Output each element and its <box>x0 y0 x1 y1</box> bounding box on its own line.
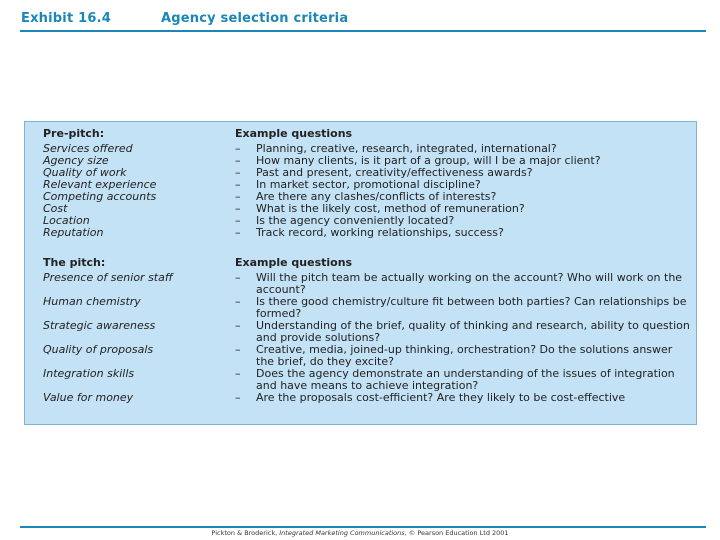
dash: – <box>235 202 241 215</box>
criterion-label: Agency size <box>43 154 109 167</box>
dash: – <box>235 214 241 227</box>
criterion-label: Value for money <box>43 391 134 404</box>
example-question: Understanding of the brief, quality of thinking and research, ability to question and provide solutions? <box>256 319 690 344</box>
example-question: Will the pitch team be actually working on the account? Who will work on the account? <box>256 271 683 296</box>
example-question: Does the agency demonstrate an understanding of the issues of integration and have means to achieve integration? <box>256 367 675 392</box>
criterion-label: Competing accounts <box>43 190 157 203</box>
dash: – <box>235 271 241 284</box>
dash: – <box>235 295 241 308</box>
example-question: What is the likely cost, method of remuneration? <box>256 202 525 215</box>
criterion-label: Location <box>43 214 90 227</box>
dash: – <box>235 178 241 191</box>
exhibit-title <box>21 11 348 26</box>
criterion-label: Services offered <box>43 142 133 155</box>
dash: – <box>235 154 241 167</box>
criterion-row <box>43 392 693 404</box>
example-question: Planning, creative, research, integrated, international? <box>256 142 557 155</box>
dash: – <box>235 166 241 179</box>
section-header <box>43 128 693 140</box>
bottom-divider <box>20 526 706 528</box>
dash: – <box>235 142 241 155</box>
criterion-row <box>43 272 693 296</box>
dash: – <box>235 319 241 332</box>
section-heading: The pitch: <box>43 256 106 269</box>
pitch-section <box>43 257 693 404</box>
example-question: Past and present, creativity/effectiveness awards? <box>256 166 533 179</box>
source-citation <box>0 529 720 537</box>
questions-heading: Example questions <box>235 256 353 269</box>
example-question: Is the agency conveniently located? <box>256 214 455 227</box>
example-question: Are there any clashes/conflicts of interests? <box>256 190 497 203</box>
criterion-label: Quality of proposals <box>43 343 154 356</box>
dash: – <box>235 190 241 203</box>
criterion-label: Strategic awareness <box>43 319 156 332</box>
dash: – <box>235 391 241 404</box>
criterion-label: Integration skills <box>43 367 135 380</box>
citation-authors: Pickton & Broderick, <box>211 529 280 537</box>
criterion-label: Relevant experience <box>43 178 157 191</box>
example-question: In market sector, promotional discipline? <box>256 178 481 191</box>
criterion-label: Human chemistry <box>43 295 141 308</box>
top-divider <box>20 30 706 32</box>
criterion-label: Presence of senior staff <box>43 271 173 284</box>
criterion-row <box>43 296 693 320</box>
citation-publisher: , © Pearson Education Ltd 2001 <box>404 529 509 537</box>
section-heading: Pre-pitch: <box>43 127 105 140</box>
dash: – <box>235 367 241 380</box>
criterion-row <box>43 320 693 344</box>
criterion-row <box>43 344 693 368</box>
criterion-row <box>43 227 693 239</box>
example-question: Is there good chemistry/culture fit between both parties? Can relationships be formed? <box>256 295 687 320</box>
dash: – <box>235 226 241 239</box>
citation-book: Integrated Marketing Communications <box>279 529 405 537</box>
example-question: Track record, working relationships, success? <box>256 226 504 239</box>
exhibit-number: Exhibit 16.4 <box>21 11 111 26</box>
criteria-table <box>24 121 697 425</box>
criterion-row <box>43 368 693 392</box>
example-question: Are the proposals cost-efficient? Are they likely to be cost-effective <box>256 391 626 404</box>
example-question: Creative, media, joined-up thinking, orchestration? Do the solutions answer the brief, do they excite? <box>256 343 673 368</box>
criterion-label: Cost <box>43 202 68 215</box>
criterion-label: Quality of work <box>43 166 127 179</box>
dash: – <box>235 343 241 356</box>
section-header <box>43 257 693 269</box>
exhibit-heading: Agency selection criteria <box>161 11 349 26</box>
pre-pitch-section <box>43 128 693 239</box>
criterion-label: Reputation <box>43 226 104 239</box>
questions-heading: Example questions <box>235 127 353 140</box>
example-question: How many clients, is it part of a group, will I be a major client? <box>256 154 601 167</box>
